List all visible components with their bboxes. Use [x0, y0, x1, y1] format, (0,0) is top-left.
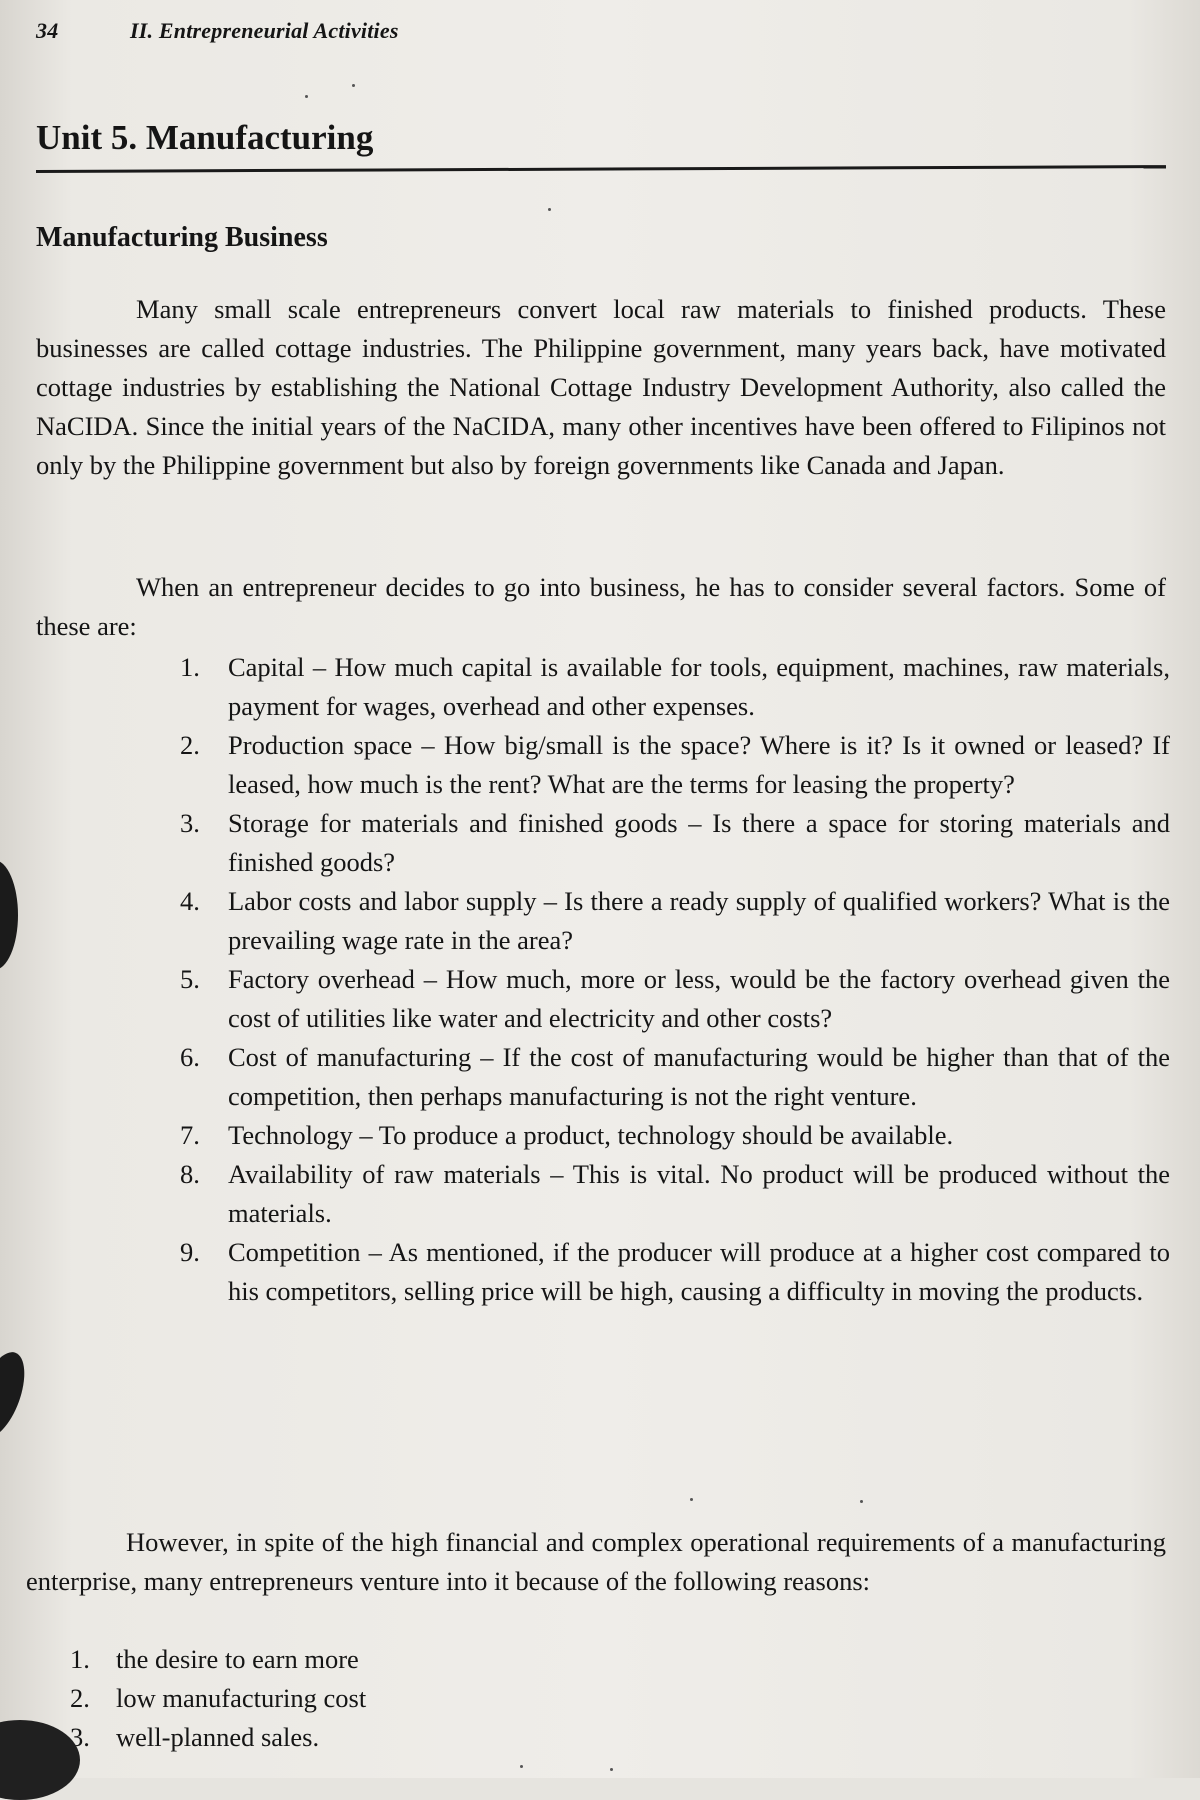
list-item-number: 4. [180, 886, 200, 916]
scan-speck [548, 208, 551, 211]
list-item-text: low manufacturing cost [116, 1683, 367, 1713]
list-item [180, 1038, 1170, 1116]
list-item-text: Storage for materials and finished goods – Is there a space for storing materials and finished goods? [228, 808, 1170, 877]
list-item-number: 7. [180, 1120, 200, 1150]
scan-speck [520, 1765, 523, 1768]
scan-speck [860, 1500, 863, 1503]
scan-speck [352, 84, 355, 87]
list-item [180, 882, 1170, 960]
factors-list [180, 648, 1170, 1311]
page-number: 34 [36, 18, 59, 43]
list-item-number: 1. [70, 1644, 90, 1674]
list-item-number: 9. [180, 1237, 200, 1267]
list-item-number: 5. [180, 964, 200, 994]
list-item-number: 8. [180, 1159, 200, 1189]
list-item [180, 804, 1170, 882]
list-item-text: the desire to earn more [116, 1644, 359, 1674]
factors-intro-paragraph: When an entrepreneur decides to go into business, he has to consider several factors. Some of these are: [36, 572, 1166, 641]
list-item [180, 1116, 1170, 1155]
list-item-text: Competition – As mentioned, if the producer will produce at a higher cost compared to his competitors, selling price will be high, causing a difficulty in moving the products. [228, 1237, 1170, 1306]
list-item-text: well-planned sales. [116, 1722, 320, 1752]
list-item-text: Production space – How big/small is the space? Where is it? Is it owned or leased? If leased, how much is the rent? What are the terms for leasing the property? [228, 730, 1170, 799]
list-item-number: 2. [70, 1683, 90, 1713]
page-edge-shadow [0, 860, 18, 970]
title-rule [36, 165, 1166, 173]
section-heading: Manufacturing Business [36, 222, 328, 253]
unit-title: Unit 5. Manufacturing [36, 118, 374, 157]
list-item-number: 3. [180, 808, 200, 838]
list-item [70, 1679, 366, 1718]
scan-speck [305, 95, 308, 98]
list-item-number: 2. [180, 730, 200, 760]
list-item-text: Technology – To produce a product, technology should be available. [228, 1120, 954, 1150]
scan-speck [690, 1498, 693, 1501]
list-item [180, 726, 1170, 804]
list-item-text: Factory overhead – How much, more or less, would be the factory overhead given the cost of utilities like water and electricity and other costs? [228, 964, 1170, 1033]
list-item-number: 3. [70, 1722, 90, 1752]
running-head [36, 18, 399, 44]
list-item-text: Capital – How much capital is available for tools, equipment, machines, raw materials, payment for wages, overhead and other expenses. [228, 652, 1170, 721]
list-item-text: Labor costs and labor supply – Is there a ready supply of qualified workers? What is the prevailing wage rate in the area? [228, 886, 1170, 955]
list-item [70, 1640, 366, 1679]
page-edge-shadow [0, 1720, 80, 1800]
list-item [180, 960, 1170, 1038]
running-head-title: II. Entrepreneurial Activities [130, 18, 399, 43]
list-item-number: 1. [180, 652, 200, 682]
intro-paragraph: Many small scale entrepreneurs convert local raw materials to finished products. These businesses are called cottage industries. The Philippine government, many years back, have motivated cottage industries by establishing the National Cottage Industry Development Authority, also called the NaCIDA. Since the initial years of the NaCIDA, many other incentives have been offered to Filipinos not only by the Philippine government but also by foreign governments like Canada and Japan. [36, 294, 1166, 480]
page-edge-shadow [0, 1346, 34, 1444]
list-item-number: 6. [180, 1042, 200, 1072]
scan-speck [610, 1768, 613, 1771]
list-item [70, 1718, 366, 1757]
list-item [180, 1155, 1170, 1233]
list-item-text: Availability of raw materials – This is vital. No product will be produced without the materials. [228, 1159, 1170, 1228]
reasons-list [70, 1640, 366, 1757]
reasons-intro-paragraph: However, in spite of the high financial and complex operational requirements of a manufacturing enterprise, many entrepreneurs venture into it because of the following reasons: [26, 1527, 1166, 1596]
list-item-text: Cost of manufacturing – If the cost of manufacturing would be higher than that of the competition, then perhaps manufacturing is not the right venture. [228, 1042, 1170, 1111]
list-item [180, 1233, 1170, 1311]
list-item [180, 648, 1170, 726]
